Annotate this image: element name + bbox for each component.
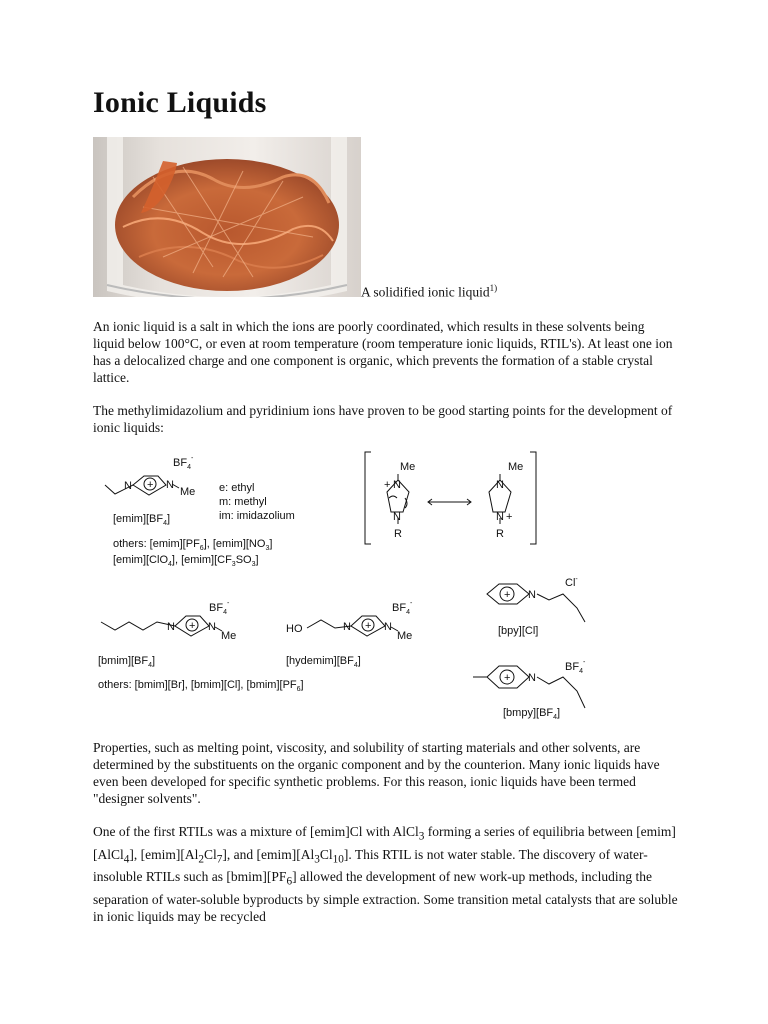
hydemim-me: Me [397,630,413,642]
emim-others-line2: [emim][ClO$_4$], $[emim][CF_3SO_3]$ [113,554,259,568]
bmim-others: others: [bmim][Br], [bmim][Cl], $[bmim][PF_6]$ [98,679,304,693]
resonance-r-1: R [394,528,402,540]
emim-anion: $BF_4^-$ [173,455,194,471]
caption-reference[interactable]: 1) [489,283,498,293]
p4-text-0: One of the first RTILs was a mixture of [emim]Cl with AlCl [93,824,419,839]
resonance-electron-arrow-1 [389,496,397,498]
ions-paragraph: The methylimidazolium and pyridinium ions have proven to be good starting points for the development of ionic liquids: [93,403,673,435]
emim-legend-im: im: imidazolium [219,510,295,522]
bpy-name: [bpy][Cl] [498,625,539,637]
emim-n-right: N [166,479,174,491]
emim-others-line1: others: $[emim][PF_6]$, $[emim][NO_3]$ [113,538,273,552]
hydemim-n-right: N [384,621,392,633]
emim-n-left: N [124,480,132,492]
resonance-bracket-right [530,452,536,544]
resonance-me-1: Me [400,461,416,473]
hydemim-plus: + [365,620,372,632]
bpy-anion: Cl- [565,576,578,589]
resonance-n-top-1: N [393,479,401,491]
resonance-plus-1: + [384,479,391,491]
p4-text-10: Cl [319,846,333,862]
bmim-name: $[bmim][BF_4]$ [98,655,156,669]
p4-sub-9: 3 [314,853,320,866]
p4-sub-3: 4 [123,853,130,866]
page-title: Ionic Liquids [93,86,267,119]
p4-sub-7: 7 [216,853,223,866]
bpy-plus: + [504,589,511,601]
resonance-n-top-2: N [496,479,504,491]
p4-sub-5: 2 [198,853,204,866]
bpy-butyl-chain [537,594,585,622]
bpy-n: N [528,589,536,601]
bmim-anion: $BF_4^-$ [209,600,230,616]
resonance-bracket-left [365,452,371,544]
resonance-me-2: Me [508,461,524,473]
p4-text-14: ] allowed the development of new work-up methods, including the separation of water-soluble byproducts by simple extraction. Some transition metal catalysts that are soluble in ionic liquids may be recycled [93,869,678,925]
p4-text-2: forming a series of equilibria between [emim][AlCl [93,824,676,862]
ionic-liquid-structures-figure [93,448,603,728]
bmpy-plus: + [504,672,511,684]
emim-plus: + [147,479,154,491]
photo-illustration [93,137,361,297]
p4-sub-13: 6 [286,876,293,889]
hydemim-name: $[hydemim][BF_4]$ [286,655,361,669]
bmim-plus: + [189,620,196,632]
emim-legend-m: m: methyl [219,496,267,508]
history-paragraph [93,823,678,925]
bmim-n-left: N [167,621,175,633]
bmpy-n: N [528,672,536,684]
structures-svg [93,448,603,728]
resonance-plus-2: + [506,511,513,523]
p4-sub-1: 3 [418,830,425,843]
p4-text-12: ]. This RTIL is not water stable. The discovery of water-insoluble RTILs such as [bmim][PF [93,846,648,885]
bmpy-butyl-chain [537,677,585,708]
intro-paragraph: An ionic liquid is a salt in which the ions are poorly coordinated, which results in these solvents being liquid below 100°C, or even at room temperature (room temperature ionic liquids, RTIL's). At least one ion has a delocalized charge and one component is organic, which prevents the formation of a stable crystal lattice. [93,319,673,385]
photo-row [93,137,693,302]
bmim-n-right: N [208,621,216,633]
emim-me: Me [180,486,196,498]
properties-paragraph: Properties, such as melting point, viscosity, and solubility of starting materials and other solvents, are determined by the substituents on the organic component and by the counterion. Many ionic liquids have even been developed for specific synthetic problems. For this reason, ionic liquids have been termed "designer solvents". [93,740,660,806]
p4-text-8: ], and [emim][Al [222,846,315,862]
p4-text-6: Cl [204,846,217,862]
bmim-butyl-chain [101,622,175,630]
bmim-me: Me [221,630,237,642]
hydemim-anion: $BF_4^-$ [392,600,413,616]
hydemim-ho: HO [286,623,303,635]
ionic-liquid-photo [93,137,361,297]
bmpy-anion: $BF_4^-$ [565,659,586,675]
resonance-n-bottom-1: N [393,511,401,523]
emim-name: $[emim][BF_4]$ [113,513,171,527]
caption-text: A solidified ionic liquid [361,284,490,300]
bmpy-name: $[bmpy][BF_4]$ [503,707,561,721]
p4-text-4: ], [emim][Al [129,846,199,862]
emim-legend-e: e: ethyl [219,482,255,494]
p4-sub-11: 10 [332,853,344,866]
photo-caption [361,283,497,301]
resonance-r-2: R [496,528,504,540]
hydemim-n-left: N [343,621,351,633]
resonance-n-bottom-2: N [496,511,504,523]
